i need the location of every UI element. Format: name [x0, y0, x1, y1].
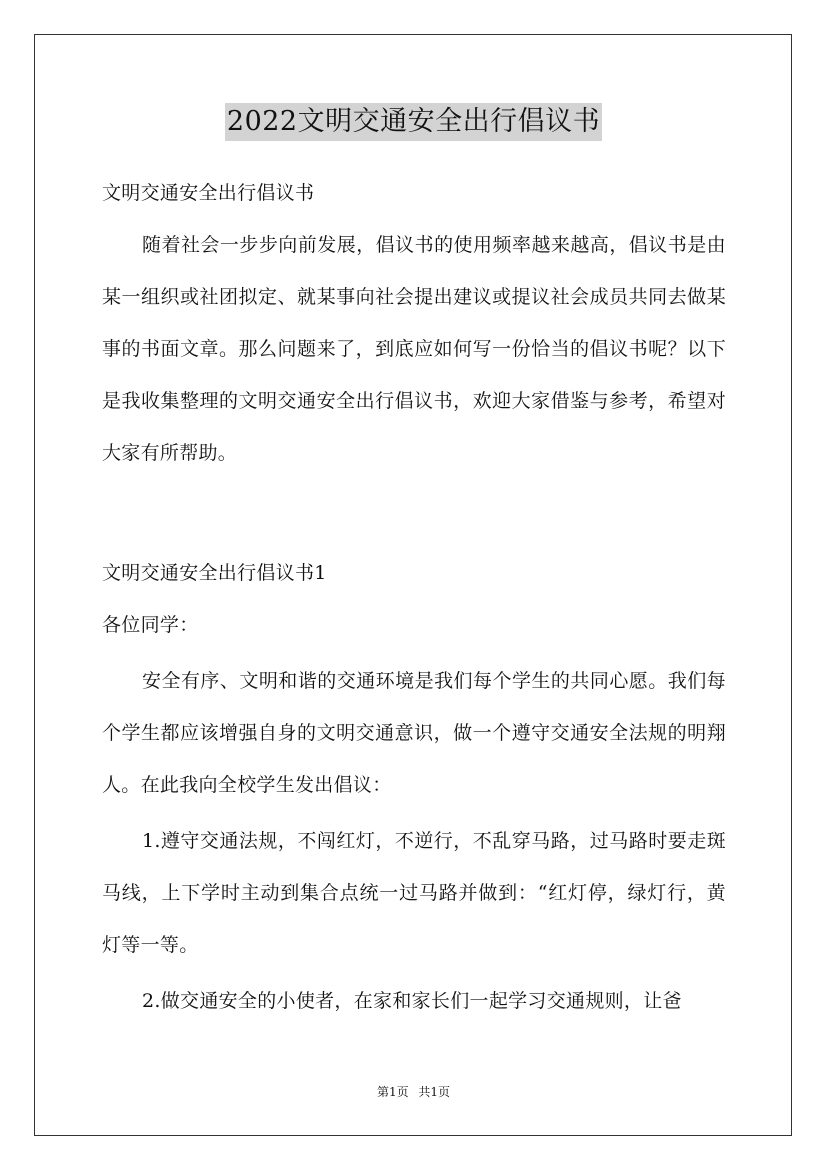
intro-paragraph: 随着社会一步步向前发展，倡议书的使用频率越来越高，倡议书是由某一组织或社团拟定、就某事向社会提出建议或提议社会成员共同去做某事的书面文章。那么问题来了，到底应如何写一份恰当的倡议书呢？以下是我收集整理的文明交通安全出行倡议书，欢迎大家借鉴与参考，希望对大家有所帮助。: [102, 234, 726, 464]
page-total: 共1页: [418, 1085, 451, 1099]
list-item-1: 1.遵守交通法规，不闯红灯，不逆行，不乱穿马路，过马路时要走斑马线，上下学时主动到集合点统一过马路并做到：“红灯停，绿灯行，黄灯等一等。: [102, 830, 726, 956]
list-item-2: 2.做交通安全的小使者，在家和家长们一起学习交通规则，让爸: [142, 990, 682, 1012]
paragraph-1: 安全有序、文明和谐的交通环境是我们每个学生的共同心愿。我们每个学生都应该增强自身的文明交通意识，做一个遵守交通安全法规的明翔人。在此我向全校学生发出倡议：: [102, 670, 726, 796]
title-container: [0, 103, 827, 141]
salutation: 各位同学：: [102, 614, 199, 636]
page-footer: [0, 1084, 827, 1100]
section-heading: 文明交通安全出行倡议书1: [102, 562, 327, 584]
document-title: 2022文明交通安全出行倡议书: [225, 103, 602, 141]
subtitle: 文明交通安全出行倡议书: [102, 182, 315, 204]
page-number: 第1页: [376, 1085, 409, 1099]
